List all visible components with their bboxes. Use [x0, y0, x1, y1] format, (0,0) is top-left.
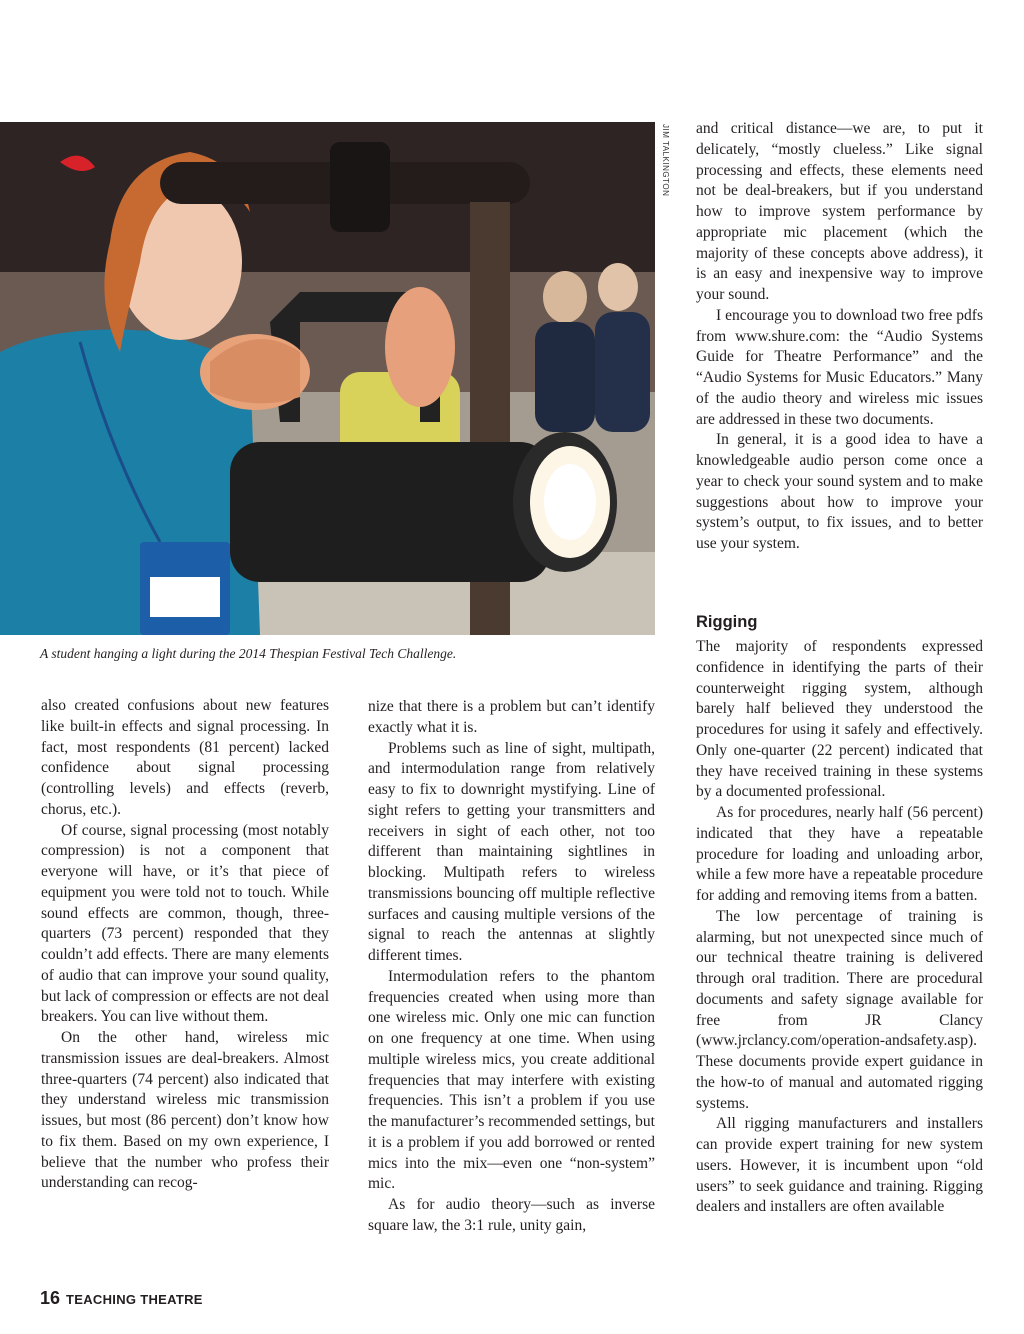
paragraph: Intermodulation refers to the phantom frequencies created when using more than one wireless mic. Only one mic can function on one frequency at one time. When using multiple wireless mics, you create additional frequencies that may interfere with existing frequencies. This isn’t a problem if you use the manufacturer’s recommended settings, but it is a problem if you add borrowed or rented mics into the mix—even one “non-system” mic. [368, 967, 655, 1193]
article-column-3-bottom [696, 637, 983, 1218]
paragraph: also created confusions about new features like built-in effects and signal processing. In fact, most respondents (81 percent) lacked confidence about signal processing (controlling levels) and effects (reverb, chorus, etc.). [41, 697, 329, 818]
paragraph: and critical distance—we are, to put it delicately, “mostly clueless.” Like signal processing and effects, these elements need not be deal-breakers, but if you understand how to improve system performance by appropriate mic placement (which the majority of these concepts above address), it is an easy and inexpensive way to improve your sound. [696, 120, 983, 303]
paragraph: All rigging manufacturers and installers can provide expert training for new system users. However, it is incumbent upon “old users” to seek guidance and training. Rigging dealers and installers are often available [696, 1115, 983, 1216]
paragraph: The majority of respondents expressed confidence in identifying the parts of their counterweight rigging system, although barely half believed they understood the procedures for using it safely and effectively. Only one-quarter (22 percent) indicated that they have received training in these systems by a documented professional. [696, 638, 983, 801]
paragraph: As for procedures, nearly half (56 percent) indicated that they have a repeatable procedure for loading and unloading arbor, while a few more have a repeatable procedure for adding and removing items from a batten. [696, 804, 983, 904]
photo-credit: JIM TALKINGTON [661, 124, 670, 197]
photo-caption: A student hanging a light during the 2014 Thespian Festival Tech Challenge. [40, 646, 457, 661]
article-column-1 [41, 696, 329, 1194]
paragraph: As for audio theory—such as inverse square law, the 3:1 rule, unity gain, [368, 1196, 655, 1234]
paragraph: Of course, signal processing (most notably compression) is not a component that everyone will have, or it’s that piece of equipment you were told not to touch. While sound effects are common, though, three-quarters (73 percent) responded that they couldn’t add effects. There are many elements of audio that can improve your sound quality, but lack of compression or effects are not deal breakers. You can live without them. [41, 821, 329, 1026]
article-photo [0, 122, 655, 635]
article-column-2 [368, 697, 655, 1237]
paragraph: I encourage you to download two free pdfs from www.shure.com: the “Audio Systems Guide for Theatre Performance” and the “Audio Systems for Music Educators.” Many of the audio theory and wireless mic issues are addressed in these two documents. [696, 306, 983, 428]
photo-illustration [0, 122, 655, 635]
paragraph: On the other hand, wireless mic transmission issues are deal-breakers. Almost three-quarters (74 percent) also indicated that they understand wireless mic transmission issues, but most (86 percent) don’t know how to fix them. Based on my own experience, I believe that the number who profess their understanding can recog- [41, 1029, 329, 1192]
paragraph: Problems such as line of sight, multipath, and intermodulation range from relatively easy to fix to downright mystifying. Line of sight refers to getting your transmitters and receivers in sight of each other, not too different than maintaining sightlines in blocking. Multipath refers to wireless transmissions bouncing off multiple reflective surfaces and causing multiple versions of the signal to reach the antennas at slightly different times. [368, 739, 655, 964]
magazine-name: TEACHING THEATRE [66, 1292, 203, 1307]
article-column-3-top [696, 119, 983, 555]
page-folio [40, 1288, 203, 1309]
section-heading: Rigging [696, 613, 758, 631]
paragraph: In general, it is a good idea to have a knowledgeable audio person come once a year to check your sound system and to make suggestions about how to improve your system’s output, to fix issues, and to better use your system. [696, 431, 983, 552]
page-number: 16 [40, 1288, 61, 1308]
paragraph: The low percentage of training is alarming, but not unexpected since much of our technical theatre training is delivered through oral tradition. There are procedural documents and safety signage available for free from JR Clancy (www.jrclancy.com/operation-andsafety.asp). These documents provide expert guidance in the how-to of manual and automated rigging systems. [696, 907, 983, 1112]
paragraph: nize that there is a problem but can’t identify exactly what it is. [368, 698, 655, 736]
